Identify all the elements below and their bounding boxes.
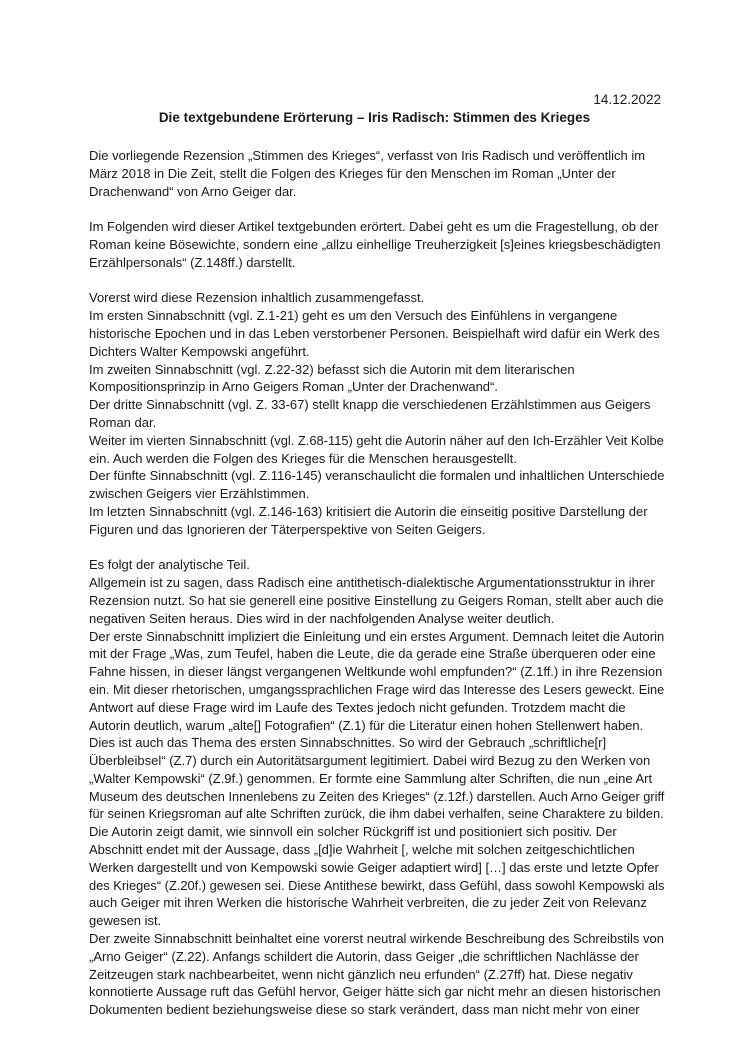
text-line: Abschnitt endet mit der Aussage, dass „[d]ie Wahrheit [, welche mit solchen zeitgeschichtlichen: [89, 842, 635, 858]
text-line: Dies ist auch das Thema des ersten Sinnabschnittes. So wird der Gebrauch „schriftliche[r]: [89, 735, 607, 751]
text-line: „Arno Geiger“ (Z.22). Anfangs schildert die Autorin, dass Geiger „die schriftlichen Nachlässe der: [89, 948, 639, 964]
text-line: Dichters Walter Kempowski angeführt.: [89, 343, 310, 359]
text-line: Der zweite Sinnabschnitt beinhaltet eine vorerst neutral wirkende Beschreibung des Schreibstils von: [89, 931, 664, 947]
text-line: ein. Auch werden die Folgen des Krieges für die Menschen herausgestellt.: [89, 450, 517, 466]
text-line: Kompositionsprinzip in Arno Geigers Roman „Unter der Drachenwand“.: [89, 379, 498, 395]
document-body: [89, 147, 664, 1037]
text-line: Werken dargestellt und von Kempowski sowie Geiger adaptiert wird] […] das erste und letzte Opfer: [89, 859, 659, 875]
paragraph: [89, 147, 664, 200]
text-line: Roman keine Bösewichte, sondern eine „allzu einhellige Treuherzigkeit [s]eines kriegsbeschädigten: [89, 236, 661, 252]
text-line: Die Autorin zeigt damit, wie sinnvoll ein solcher Rückgriff ist und positioniert sich positiv. Der: [89, 824, 617, 840]
text-line: negativen Seiten heraus. Dies wird in der nachfolgenden Analyse weiter deutlich.: [89, 610, 555, 626]
text-line: Es folgt der analytische Teil.: [89, 557, 250, 573]
text-line: gewesen ist.: [89, 913, 162, 929]
text-line: Figuren und das Ignorieren der Täterperspektive von Seiten Geigers.: [89, 521, 486, 537]
text-line: für seinen Kriegsroman auf alte Schriften zurück, die ihm dabei verhalfen, seine Charaktere zu bilden.: [89, 806, 664, 822]
text-line: historische Epochen und in das Leben verstorbener Personen. Beispielhaft wird dafür ein Werk des: [89, 325, 660, 341]
text-line: mit der Frage „Was, zum Teufel, haben die Leute, die da gerade eine Straße überqueren oder eine: [89, 646, 656, 662]
text-line: Weiter im vierten Sinnabschnitt (vgl. Z.68-115) geht die Autorin näher auf den Ich-Erzähler Veit Kolbe: [89, 432, 664, 448]
paragraph: [89, 556, 664, 1019]
text-line: Im ersten Sinnabschnitt (vgl. Z.1-21) geht es um den Versuch des Einfühlens in vergangene: [89, 308, 618, 324]
text-line: „Walter Kempowski“ (Z.9f.) genommen. Er formte eine Sammlung alter Schriften, die nun „eine Art: [89, 770, 653, 786]
text-line: auch Geiger mit ihren Werken die historische Wahrheit verbreiten, die zu jeder Zeit von Relevanz: [89, 895, 647, 911]
text-line: Im zweiten Sinnabschnitt (vgl. Z.22-32) befasst sich die Autorin mit dem literarischen: [89, 361, 575, 377]
text-line: des Krieges“ (Z.20f.) gewesen sei. Diese Antithese bewirkt, dass Gefühl, dass sowohl Kempowski als: [89, 877, 665, 893]
text-line: Roman dar.: [89, 414, 157, 430]
text-line: Vorerst wird diese Rezension inhaltlich zusammengefasst.: [89, 290, 425, 306]
text-line: Der fünfte Sinnabschnitt (vgl. Z.116-145) veranschaulicht die formalen und inhaltlichen Unterschiede: [89, 468, 665, 484]
text-line: Dokumenten bedient beziehungsweise diese so stark verändert, dass man nicht mehr von einer: [89, 1002, 640, 1018]
text-line: Erzählpersonals“ (Z.148ff.) darstellt.: [89, 254, 296, 270]
text-line: Allgemein ist zu sagen, dass Radisch eine antithetisch-dialektische Argumentationsstruktur in ihrer: [89, 575, 655, 591]
text-line: Im Folgenden wird dieser Artikel textgebunden erörtert. Dabei geht es um die Fragestellung, ob der: [89, 219, 659, 235]
text-line: Im letzten Sinnabschnitt (vgl. Z.146-163) kritisiert die Autorin die einseitig positive Darstellung der: [89, 503, 648, 519]
text-line: Autorin deutlich, warum „alte[] Fotografien“ (Z.1) für die Literatur einen hohen Stellenwert haben.: [89, 717, 644, 733]
text-line: März 2018 in Die Zeit, stellt die Folgen des Krieges für den Menschen im Roman „Unter der: [89, 165, 616, 181]
text-line: Rezension nutzt. So hat sie generell eine positive Einstellung zu Geigers Roman, stellt aber auch die: [89, 592, 664, 608]
text-line: konnotierte Aussage ruft das Gefühl hervor, Geiger hätte sich gar nicht mehr an diesen historischen: [89, 984, 661, 1000]
text-line: zwischen Geigers vier Erzählstimmen.: [89, 486, 310, 502]
text-line: Drachenwand“ von Arno Geiger dar.: [89, 183, 297, 199]
text-line: Museum des deutschen Innenlebens zu Zeiten des Krieges“ (z.12f.) darstellen. Auch Arno Geiger griff: [89, 788, 665, 804]
text-line: Der dritte Sinnabschnitt (vgl. Z. 33-67) stellt knapp die verschiedenen Erzählstimmen aus Geigers: [89, 397, 651, 413]
paragraph: [89, 218, 664, 271]
text-line: Zeitzeugen stark nachbearbeitet, wenn nicht gänzlich neu erfunden“ (Z.27ff) hat. Diese negativ: [89, 966, 633, 982]
text-line: Überbleibsel“ (Z.7) durch ein Autoritätsargument legitimiert. Dabei wird Bezug zu den Werken von: [89, 753, 651, 769]
text-line: Antwort auf diese Frage wird im Laufe des Textes jedoch nicht gefunden. Trotzdem macht die: [89, 699, 626, 715]
text-line: Der erste Sinnabschnitt impliziert die Einleitung und ein erstes Argument. Demnach leitet die Autorin: [89, 628, 665, 644]
text-line: Fahne hissen, in dieser längst vergangenen Weltkunde wohl empfunden?“ (Z.1ff.) in ihre Rezension: [89, 664, 663, 680]
text-line: ein. Mit dieser rhetorischen, umgangssprachlichen Frage wird das Interesse des Lesers geweckt. Eine: [89, 681, 665, 697]
text-line: Die vorliegende Rezension „Stimmen des Krieges“, verfasst von Iris Radisch und veröffentlich im: [89, 148, 646, 163]
document-date: 14.12.2022: [593, 92, 661, 107]
paragraph: [89, 289, 664, 538]
document-title: Die textgebundene Erörterung – Iris Radisch: Stimmen des Krieges: [158, 110, 591, 125]
